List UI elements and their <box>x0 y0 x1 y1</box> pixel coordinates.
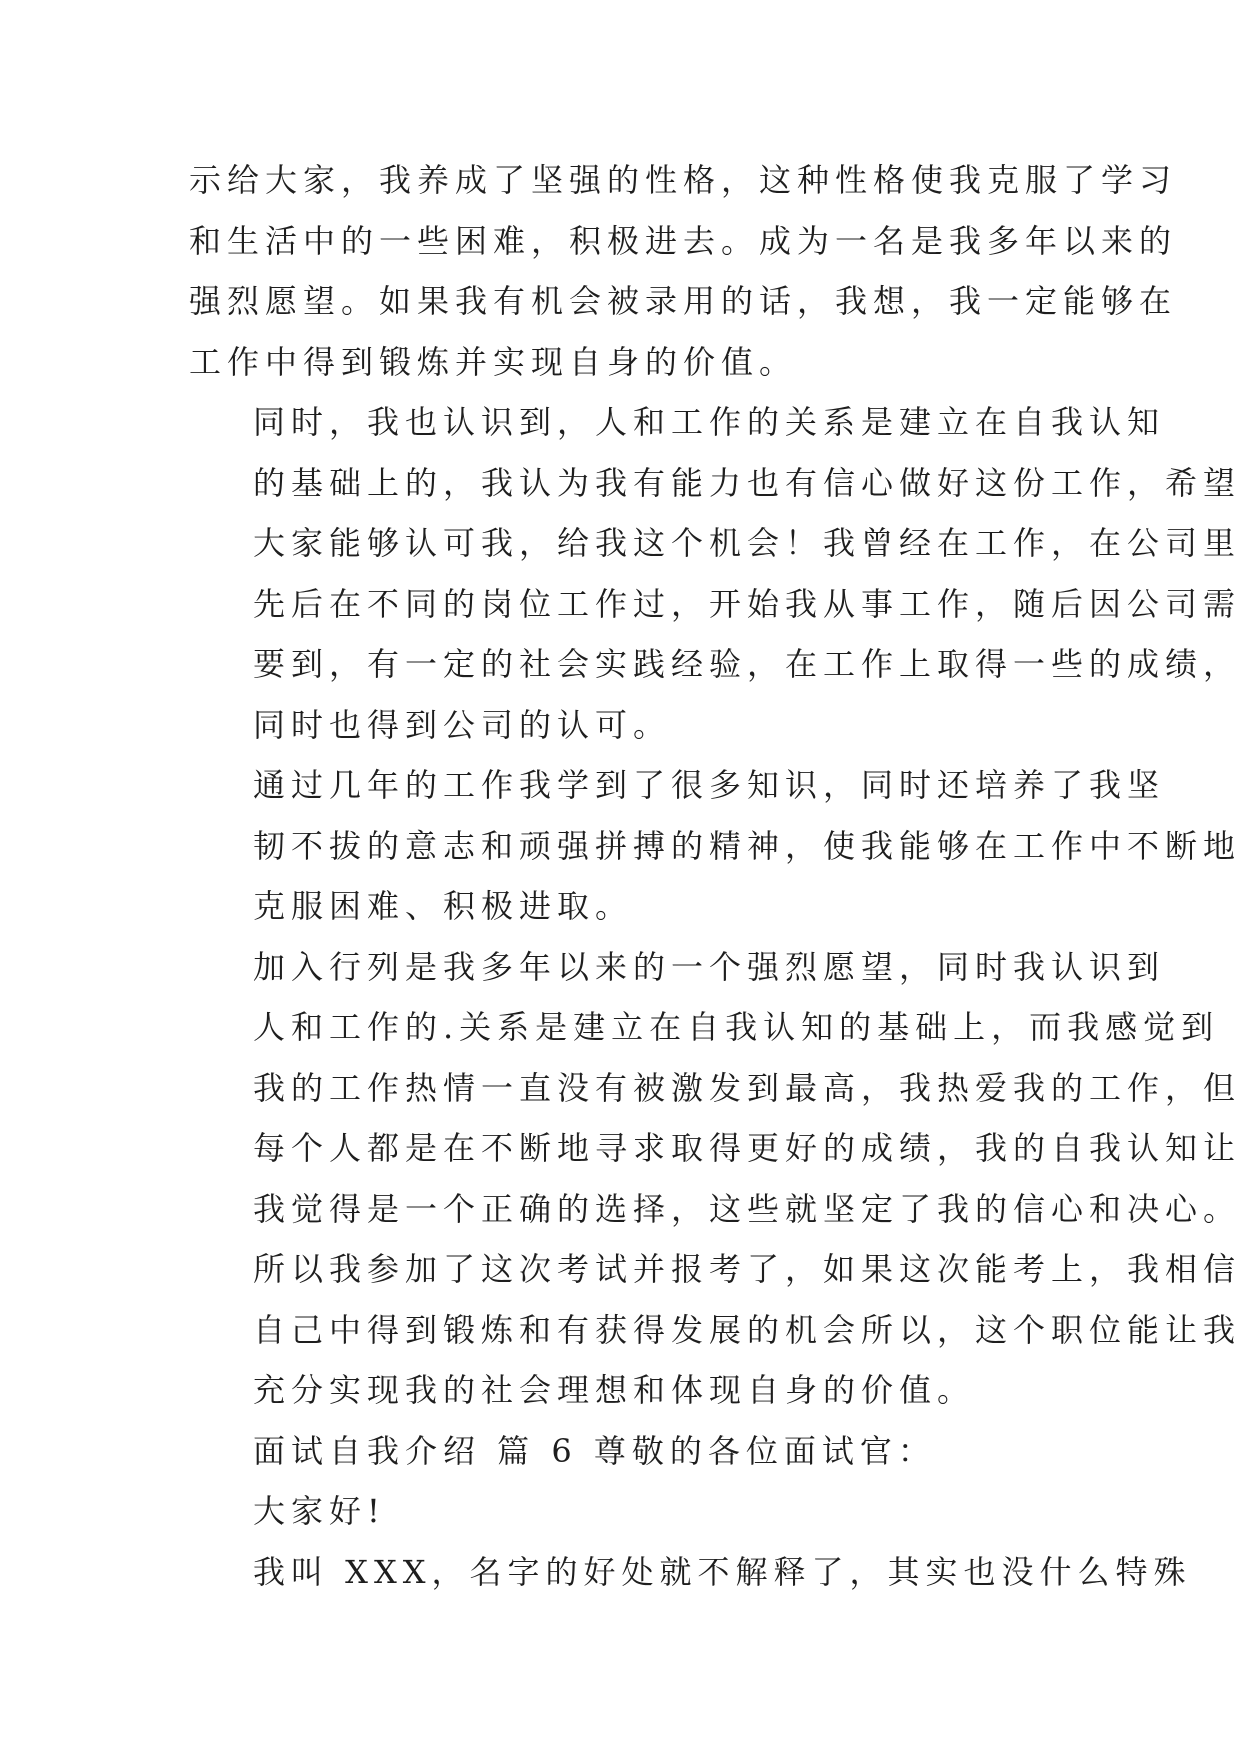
text-line: 大家能够认可我，给我这个机会！我曾经在工作，在公司里 <box>253 524 1241 562</box>
text-line: 每个人都是在不断地寻求取得更好的成绩，我的自我认知让 <box>253 1129 1241 1167</box>
paragraph <box>189 392 1241 755</box>
text-line: 通过几年的工作我学到了很多知识，同时还培养了我坚 <box>253 766 1166 804</box>
text-line: 克服困难、积极进取。 <box>253 887 634 925</box>
paragraph <box>189 937 1241 1421</box>
paragraph <box>189 1542 1192 1603</box>
text-line: 的基础上的，我认为我有能力也有信心做好这份工作，希望 <box>253 463 1241 502</box>
text-line: 强烈愿望。如果我有机会被录用的话，我想，我一定能够在 <box>189 282 1178 320</box>
text-line: 大家好! <box>253 1492 386 1530</box>
paragraph <box>189 150 1178 392</box>
paragraph <box>189 1421 1049 1482</box>
text-line: 同时也得到公司的认可。 <box>253 705 672 744</box>
text-line: 和生活中的一些困难，积极进去。成为一名是我多年以来的 <box>189 221 1178 260</box>
paragraph <box>189 1481 1049 1542</box>
text-line: 我叫 XXX，名字的好处就不解释了，其实也没什么特殊 <box>253 1552 1192 1591</box>
text-line: 面试自我介绍 篇 6 尊敬的各位面试官： <box>253 1431 936 1470</box>
text-line: 充分实现我的社会理想和体现自身的价值。 <box>253 1371 976 1409</box>
text-line: 所以我参加了这次考试并报考了，如果这次能考上，我相信 <box>253 1250 1241 1288</box>
text-line: 人和工作的.关系是建立在自我认知的基础上，而我感觉到 <box>253 1008 1220 1046</box>
text-line: 示给大家，我养成了坚强的性格，这种性格使我克服了学习 <box>189 161 1178 199</box>
text-line: 我的工作热情一直没有被激发到最高，我热爱我的工作，但 <box>253 1068 1241 1107</box>
text-line: 要到，有一定的社会实践经验，在工作上取得一些的成绩， <box>253 645 1241 683</box>
text-line: 加入行列是我多年以来的一个强烈愿望，同时我认识到 <box>253 947 1166 986</box>
text-line: 我觉得是一个正确的选择，这些就坚定了我的信心和决心。 <box>253 1189 1241 1228</box>
text-line: 自己中得到锻炼和有获得发展的机会所以，这个职位能让我 <box>253 1310 1241 1349</box>
text-line: 先后在不同的岗位工作过，开始我从事工作，随后因公司需 <box>253 584 1241 623</box>
text-line: 韧不拔的意志和顽强拼搏的精神，使我能够在工作中不断地 <box>253 826 1241 865</box>
text-line: 工作中得到锻炼并实现自身的价值。 <box>189 342 798 381</box>
paragraph <box>189 755 1241 937</box>
document-body <box>189 150 1241 1602</box>
text-line: 同时，我也认识到，人和工作的关系是建立在自我认知 <box>253 403 1166 441</box>
